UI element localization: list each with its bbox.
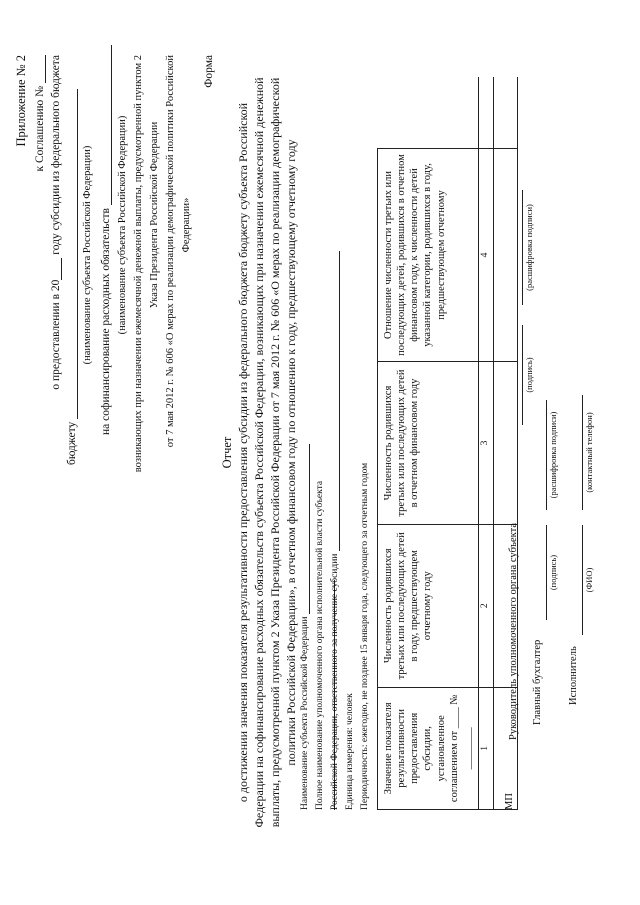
head-decode-caption: (расшифровка подписи) — [524, 204, 534, 291]
head-sign-line — [522, 325, 523, 425]
table-header-row — [378, 77, 479, 810]
periodicity-line: Периодичность: ежегодно, не позднее 15 января года, следующего за отчетным годом — [360, 462, 370, 810]
year-blank — [61, 258, 62, 280]
index-cell-blank — [478, 77, 493, 148]
index-cell-3: 3 — [478, 362, 493, 525]
budget-label: бюджету — [66, 421, 78, 465]
executor-phone-caption: (контактный телефон) — [584, 412, 594, 493]
chief-sign-line — [546, 525, 547, 620]
chief-decode-caption: (расшифровка подписи) — [548, 411, 558, 499]
data-cell-blank — [493, 77, 517, 148]
chief-decode-line — [546, 400, 547, 510]
agreement-number-blank — [45, 55, 46, 83]
report-line-4: политики Российской Федерации», в отчетном финансовом году по отношению к году, предшествующему отчетному году — [284, 139, 298, 766]
subsidy-line — [50, 55, 62, 515]
subject-name-line — [300, 310, 310, 810]
cofinancing-label: на софинансирование расходных обязательств — [100, 208, 112, 435]
index-cell-1: 1 — [478, 687, 493, 809]
data-cell-4[interactable] — [493, 148, 517, 361]
authority-label-1: Полное наименование уполномоченного органа исполнительной власти субъекта — [315, 480, 325, 810]
appendix-line-6: Указа Президента Российской Федерации — [149, 121, 160, 309]
report-title: Отчет — [220, 436, 234, 469]
data-cell-3[interactable] — [493, 362, 517, 525]
subject-name-blank — [309, 444, 310, 614]
header-cell-4: Отношение численности третьих или последующих детей, родившихся в отчетном финансовом году, к численности детей указанной категории, родившихся в году, предшествующем отчетному — [378, 148, 479, 361]
report-line-3: выплаты, предусмотренной пунктом 2 Указа Президента Российской Федерации от 7 мая 2012 г. № 606 «О мерах по реализации демографической — [268, 77, 282, 828]
index-cell-4: 4 — [478, 148, 493, 361]
head-decode-line — [522, 190, 523, 305]
authority-blank-2 — [339, 251, 340, 551]
appendix-line-8: Федерации» — [181, 197, 192, 253]
agreement-label: к Соглашению № — [34, 85, 46, 172]
agreement-line — [34, 55, 46, 475]
caption-subject-2: (наименование субъекта Российской Федерации) — [117, 115, 128, 335]
stamp-mark: МП — [504, 793, 515, 810]
executor-label: Исполнитель — [568, 646, 579, 705]
table-index-row — [478, 77, 493, 810]
chief-accountant-label: Главный бухгалтер — [532, 639, 543, 725]
caption-subject-1: (наименование субъекта Российской Федерации) — [82, 145, 93, 365]
chief-sign-caption: (подпись) — [548, 554, 558, 591]
appendix-title: Приложение № 2 — [14, 55, 28, 147]
subsidy-line-a: о предоставлении в 20 — [50, 279, 62, 390]
head-label: Руководитель уполномоченного органа субъекта — [508, 523, 519, 740]
executor-fio-line — [582, 525, 583, 635]
head-sign-caption: (подпись) — [524, 357, 534, 393]
cofinancing-blank — [111, 45, 112, 205]
index-cell-2: 2 — [478, 524, 493, 687]
subject-name-label: Наименование субъекта Российской Федерации — [300, 616, 310, 810]
report-table — [377, 77, 518, 810]
cofinancing-line — [100, 35, 112, 435]
budget-line — [66, 45, 78, 465]
executor-fio-caption: (ФИО) — [584, 567, 594, 593]
appendix-line-5: возникающих при назначении ежемесячной денежной выплаты, предусмотренной пунктом 2 — [133, 55, 144, 473]
authority-line-2 — [330, 250, 340, 810]
budget-recipient-blank — [77, 89, 78, 419]
header-cell-1: Значение показателя результативности предоставления субсидии, установленное соглашением от ____ № ________ — [378, 687, 479, 809]
header-cell-blank — [378, 77, 479, 148]
appendix-line-7: от 7 мая 2012 г. № 606 «О мерах по реализации демографической политики Российской — [165, 55, 176, 448]
report-line-2: Федерации на софинансирование расходных обязательств субъекта Российской Федерации, возникающих при назначении ежемесячной денежной — [252, 77, 266, 828]
header-cell-3: Численность родившихся третьих или последующих детей в отчетном финансовом году — [378, 362, 479, 525]
unit-line: Единица измерения: человек — [345, 693, 355, 810]
report-line-1: о достижении значения показателя результативности предоставления субсидии из федерального бюджета бюджету субъекта Российской — [236, 102, 250, 803]
subsidy-line-b: году субсидии из федерального бюджета — [50, 55, 62, 255]
authority-label-2: Российской Федерации, ответственного за получение субсидии — [330, 553, 340, 810]
form-label: Форма — [203, 55, 215, 88]
executor-phone-line — [582, 395, 583, 510]
header-cell-2: Численность родившихся третьих или последующих детей в году, предшествующем отчетному году — [378, 524, 479, 687]
